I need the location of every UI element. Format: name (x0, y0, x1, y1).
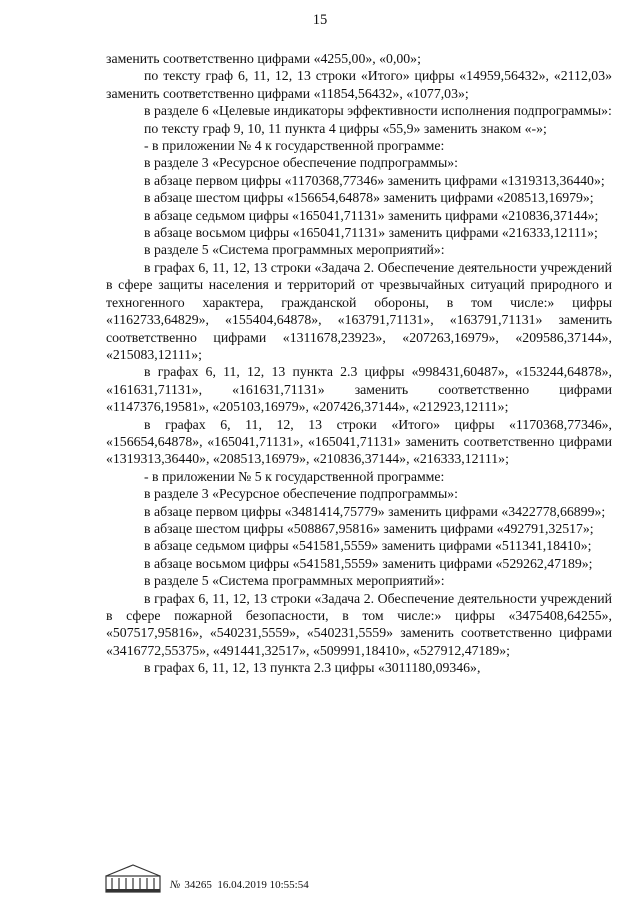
paragraph: в графах 6, 11, 12, 13 строки «Задача 2. Обеспечение деятельности учреждений в сфере защиты населения и территорий от чрезвычайных ситуаций природного и техногенного характера, гражданской обороны, в том числе:» цифры «1162733,64829», «155404,64878», «163791,71131», «163791,71131» заменить соответственно цифрами «1311678,23923», «207263,16979», «209586,37144», «215083,12111»; (106, 259, 612, 362)
paragraph: в абзаце шестом цифры «508867,95816» заменить цифрами «492791,32517»; (144, 520, 594, 536)
document-footer (104, 858, 309, 894)
paragraph: в абзаце шестом цифры «156654,64878» заменить цифрами «208513,16979»; (144, 190, 594, 206)
page-number: 15 (312, 12, 328, 28)
paragraph: заменить соответственно цифрами «4255,00», «0,00»; (106, 51, 421, 66)
document-stamp (170, 878, 309, 894)
paragraph: - в приложении № 5 к государственной программе: (144, 468, 445, 484)
number-symbol: № (170, 879, 181, 891)
paragraph: в разделе 5 «Система программных мероприятий»: (144, 573, 445, 589)
doc-number: 34265 (184, 879, 212, 891)
paragraph: в абзаце восьмом цифры «541581,5559» заменить цифрами «529262,47189»; (144, 555, 593, 571)
paragraph: в абзаце восьмом цифры «165041,71131» заменить цифрами «216333,12111»; (144, 225, 598, 241)
doc-datetime: 16.04.2019 10:55:54 (217, 879, 309, 891)
paragraph: в разделе 5 «Система программных мероприятий»: (144, 242, 445, 258)
paragraph: в графах 6, 11, 12, 13 пункта 2.3 цифры «998431,60487», «153244,64878», «161631,71131», «161631,71131» заменить соответственно цифрами «1147376,19581», «205103,16979», «207426,37144», «212923,12111»; (106, 364, 612, 415)
paragraph: - в приложении № 4 к государственной программе: (144, 138, 445, 154)
paragraph: в абзаце первом цифры «3481414,75779» заменить цифрами «3422778,66899»; (144, 503, 606, 519)
paragraph: в абзаце первом цифры «1170368,77346» заменить цифрами «1319313,36440»; (144, 172, 605, 188)
paragraph: в графах 6, 11, 12, 13 строки «Задача 2. Обеспечение деятельности учреждений в сфере пожарной безопасности, в том числе:» цифры «3475408,64255», «507517,95816», «540231,5559», «540231,5559» заменить соответственно цифрами «3416772,55375», «491441,32517», «509991,18410», «527912,47189»; (106, 590, 612, 658)
paragraph: в разделе 6 «Целевые индикаторы эффективности исполнения подпрограммы»: (144, 103, 612, 119)
paragraph: по тексту граф 9, 10, 11 пункта 4 цифры «55,9» заменить знаком «-»; (144, 120, 547, 136)
paragraph: в графах 6, 11, 12, 13 строки «Итого» цифры «1170368,77346», «156654,64878», «165041,71131», «165041,71131» заменить соответственно цифрами «1319313,36440», «208513,16979», «210836,37144», «216333,12111»; (106, 416, 612, 467)
paragraph: в графах 6, 11, 12, 13 пункта 2.3 цифры «3011180,09346», (144, 660, 481, 676)
document-body (106, 50, 612, 677)
building-logo-icon (104, 862, 162, 894)
paragraph: в разделе 3 «Ресурсное обеспечение подпрограммы»: (144, 486, 459, 502)
paragraph: в разделе 3 «Ресурсное обеспечение подпрограммы»: (144, 155, 459, 171)
paragraph: в абзаце седьмом цифры «165041,71131» заменить цифрами «210836,37144»; (144, 207, 599, 223)
paragraph: по тексту граф 6, 11, 12, 13 строки «Итого» цифры «14959,56432», «2112,03» заменить соответственно цифрами «11854,56432», «1077,03»; (106, 68, 612, 101)
paragraph: в абзаце седьмом цифры «541581,5559» заменить цифрами «511341,18410»; (144, 538, 592, 554)
